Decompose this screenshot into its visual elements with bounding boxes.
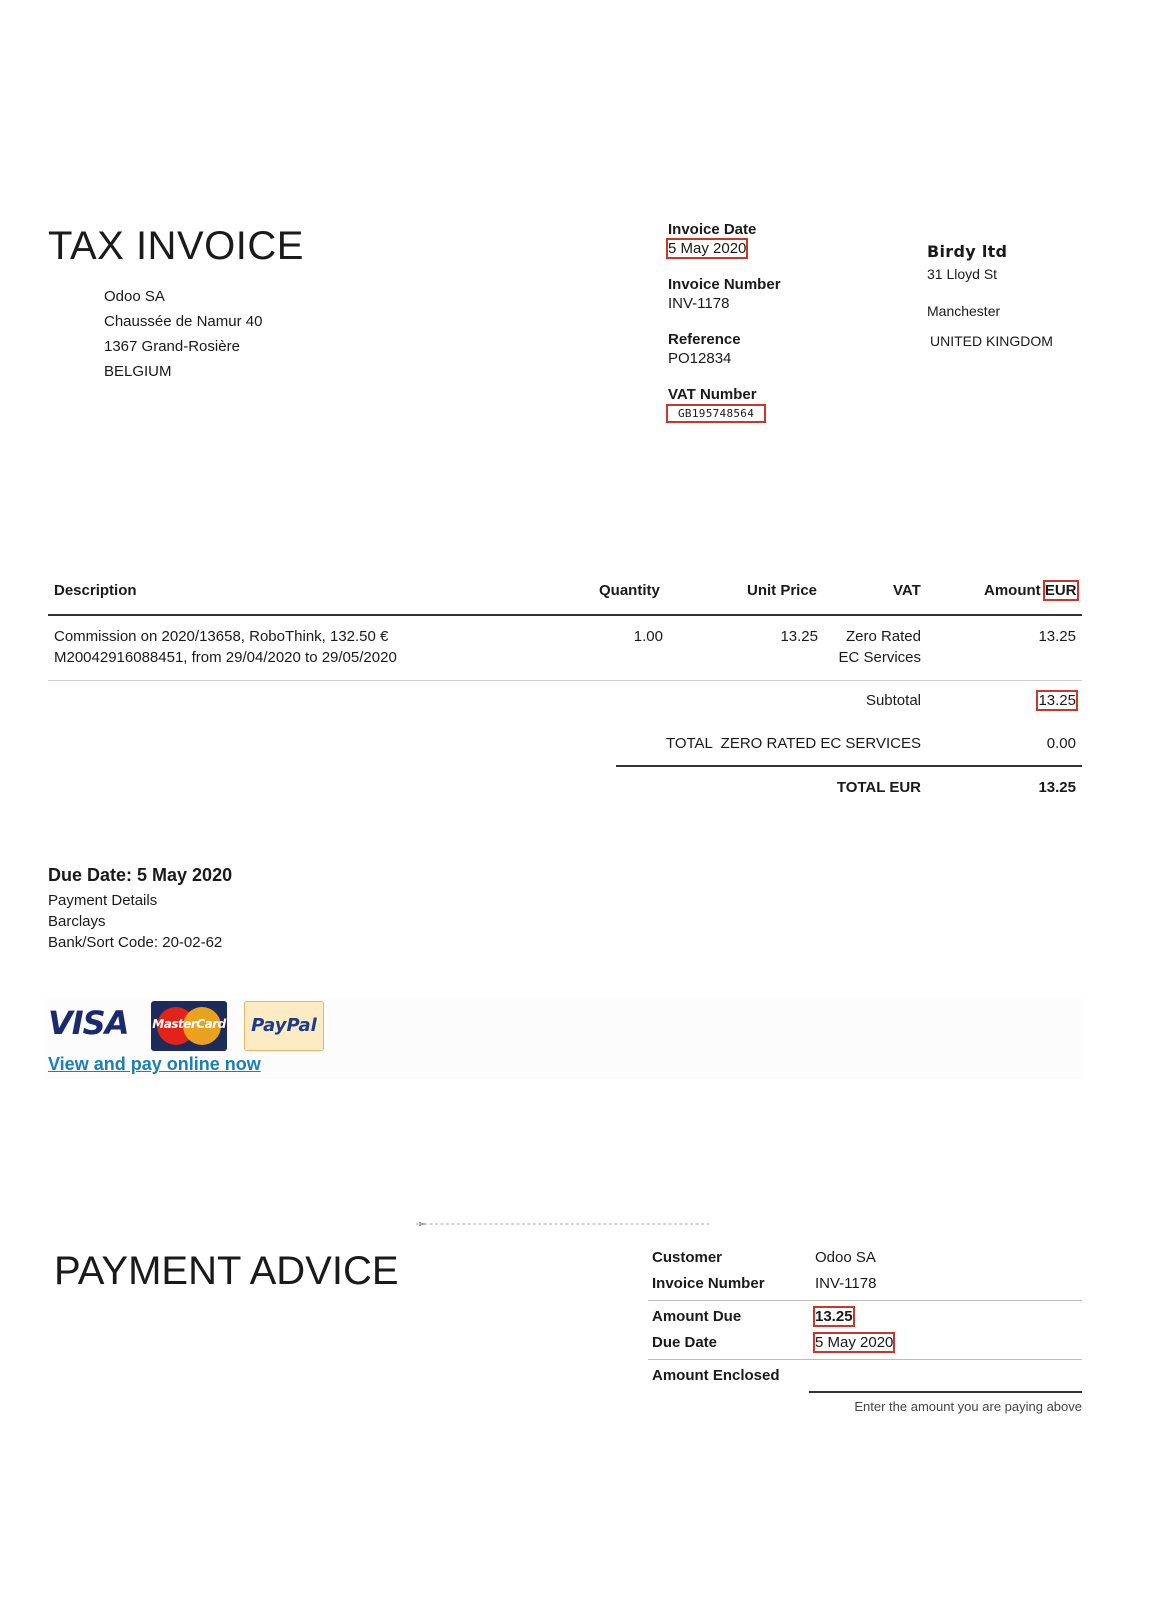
total-divider [616, 765, 1082, 767]
payment-details-label: Payment Details [48, 892, 158, 909]
cut-line [46, 1222, 1082, 1226]
invoice-number-label: Invoice Number [668, 276, 781, 293]
header-unit-price: Unit Price [747, 582, 818, 599]
header-amount [984, 582, 1077, 599]
row-vat [808, 626, 921, 668]
pay-online-link[interactable]: View and pay online now [48, 1054, 261, 1074]
tax-label [608, 733, 921, 754]
advice-divider-2 [648, 1359, 1082, 1360]
invoice-meta [668, 221, 888, 441]
advice-due-date-text: 5 May 2020 [815, 1334, 894, 1351]
vat-number-value: GB195748564 [668, 406, 764, 421]
due-date-title: Due Date: 5 May 2020 [48, 865, 233, 885]
sender-city: 1367 Grand-Rosière [104, 338, 240, 355]
vat-number-label: VAT Number [668, 386, 757, 403]
mastercard-label: MasterCard [152, 1017, 226, 1031]
payment-advice-title: PAYMENT ADVICE [54, 1249, 399, 1293]
header-vat: VAT [893, 582, 921, 599]
advice-amount-due-label: Amount Due [652, 1308, 742, 1325]
total-label: TOTAL EUR [836, 779, 921, 796]
payment-details [48, 865, 232, 953]
reference-group [668, 331, 888, 386]
visa-logo: VISA [48, 1004, 129, 1042]
advice-divider-1 [648, 1300, 1082, 1301]
amount-enclosed-field[interactable] [809, 1391, 1082, 1393]
invoice-number-value: INV-1178 [668, 295, 730, 312]
header-divider [48, 614, 1082, 616]
header-description: Description [54, 582, 137, 599]
subtotal-value [978, 690, 1076, 711]
sort-code: Bank/Sort Code: 20-02-62 [48, 934, 223, 951]
amount-enclosed-hint: Enter the amount you are paying above [854, 1399, 1082, 1414]
header-quantity: Quantity [599, 582, 660, 599]
row-divider [48, 680, 1082, 681]
recipient-street: 31 Lloyd St [927, 266, 998, 282]
document-title: TAX INVOICE [48, 224, 304, 268]
advice-due-date-label: Due Date [652, 1334, 718, 1351]
sender-country: BELGIUM [104, 363, 172, 380]
recipient-name: Birdy ltd [927, 242, 1008, 261]
advice-invoice-number-label: Invoice Number [652, 1275, 765, 1292]
invoice-date-value: 5 May 2020 [668, 240, 747, 257]
row-amount: 13.25 [1038, 628, 1076, 645]
reference-value: PO12834 [668, 350, 732, 367]
advice-invoice-number-value: INV-1178 [815, 1275, 877, 1292]
advice-amount-due-amount: 13.25 [815, 1308, 853, 1325]
advice-amount-enclosed-label: Amount Enclosed [652, 1367, 780, 1384]
sender-address [104, 284, 262, 384]
mastercard-logo [151, 1001, 227, 1051]
subtotal-label: Subtotal [865, 692, 921, 709]
sender-name: Odoo SA [104, 288, 165, 305]
invoice-date-group [668, 221, 888, 276]
advice-amount-due-value [815, 1308, 853, 1325]
row-quantity: 1.00 [633, 628, 663, 645]
row-unit-price: 13.25 [780, 628, 818, 645]
bank-name: Barclays [48, 913, 106, 930]
row-vat-line1: Zero Rated [845, 628, 921, 645]
sender-street: Chaussée de Namur 40 [104, 313, 263, 330]
tax-label-text: TOTAL ZERO RATED EC SERVICES [665, 735, 921, 752]
invoice-date-label: Invoice Date [668, 221, 757, 238]
row-description [54, 626, 574, 668]
advice-customer-value: Odoo SA [815, 1249, 876, 1266]
scissors-icon [416, 1222, 427, 1226]
header-currency: EUR [1044, 582, 1077, 599]
tax-value: 0.00 [1046, 735, 1076, 752]
row-description-line2: M20042916088451, from 29/04/2020 to 29/05/2020 [54, 649, 397, 666]
paypal-label: PayPal [251, 1015, 317, 1036]
advice-due-date-value [815, 1334, 893, 1351]
invoice-number-group [668, 276, 888, 331]
vat-number-group [668, 386, 888, 441]
row-vat-line2: EC Services [838, 649, 921, 666]
advice-customer-label: Customer [652, 1249, 723, 1266]
total-value: 13.25 [1038, 779, 1076, 796]
row-description-line1: Commission on 2020/13658, RoboThink, 132.50 € [54, 628, 389, 645]
recipient-address [927, 242, 1127, 349]
recipient-city: Manchester [927, 303, 1001, 319]
subtotal-amount: 13.25 [1038, 692, 1076, 709]
recipient-country: UNITED KINGDOM [930, 333, 1053, 349]
paypal-logo [244, 1001, 324, 1051]
reference-label: Reference [668, 331, 741, 348]
header-amount-label: Amount [984, 582, 1041, 599]
